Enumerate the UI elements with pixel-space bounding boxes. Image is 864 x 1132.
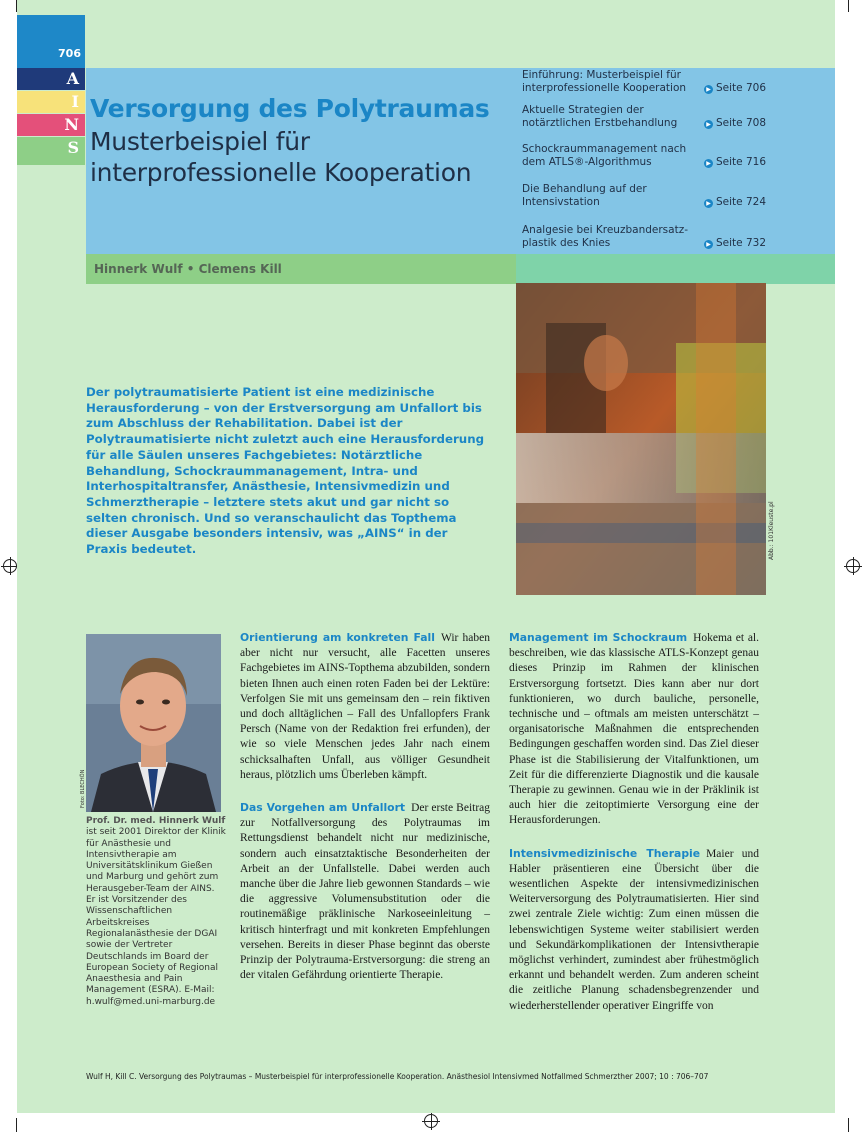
toc-item-title: Die Behandlung auf der Intensivstation [522, 183, 647, 208]
arrow-right-icon: ▶ [704, 85, 713, 94]
paragraph-text: Der erste Beitrag zur Notfallversorgung des Polytraumas im Rettungsdienst behandelt nicht nur medizinische, sondern auch einsatztaktische Besonderheiten der Arbeit an der Unfallstelle. Dabei werden auch manche über die Jahre lieb gewonnen Standards – wie die aggressive Volumensubstitution oder die routinemäßige präklinische Narkoseeinleitung – kritisch hinterfragt und mit konkreten Empfehlungen versehen. Bereits in dieser Phase beginnt das oberste Prinzip der Polytrauma-Erstversorgung: die streng an der vitalen Gefährdung orientierte Therapie. [240, 802, 491, 982]
registration-mark-icon [424, 1114, 438, 1128]
author-bar-right [516, 254, 835, 284]
authors: Hinnerk Wulf • Clemens Kill [94, 262, 282, 276]
toc-item[interactable] [522, 143, 766, 169]
crop-mark [848, 0, 849, 12]
arrow-right-icon: ▶ [704, 240, 713, 249]
arrow-right-icon: ▶ [704, 159, 713, 168]
toc-item-page: Seite 732 [716, 237, 766, 249]
toc-item-page: Seite 708 [716, 117, 766, 129]
toc-item[interactable] [522, 104, 766, 130]
toc-item-page: Seite 706 [716, 82, 766, 94]
toc-item[interactable] [522, 69, 766, 95]
toc-item[interactable] [522, 224, 766, 250]
toc-item-title: Aktuelle Strategien der notärztlichen Erstbehandlung [522, 104, 678, 129]
section-heading: Management im Schockraum [509, 631, 688, 644]
section-letter-n: N [17, 114, 85, 136]
toc-item-title: Einführung: Musterbeispiel für interprofessionelle Kooperation [522, 69, 687, 94]
body-column-right [509, 630, 759, 1031]
registration-mark-icon [846, 559, 860, 573]
toc-item-title: Schockraummanagement nach dem ATLS®-Algorithmus [522, 143, 687, 168]
citation-footer: Wulf H, Kill C. Versorgung des Polytraumas – Musterbeispiel für interprofessionelle Kooperation. Anästhesiol Intensivmed Notfallmed Schmerzther 2007; 10 : 706–707 [86, 1072, 709, 1081]
author-bio [86, 816, 226, 1008]
toc-item-title: Analgesie bei Kreuzbandersatz-plastik des Knies [522, 224, 688, 249]
bio-name: Prof. Dr. med. Hinnerk Wulf [86, 816, 226, 826]
article-subtitle: Musterbeispiel für interprofessionelle Kooperation [90, 127, 472, 187]
body-column-left [240, 630, 490, 1000]
article-title: Versorgung des Polytraumas [90, 94, 490, 123]
paragraph [509, 630, 759, 829]
page-tab [17, 15, 85, 68]
section-heading: Orientierung am konkreten Fall [240, 631, 435, 644]
registration-mark-icon [3, 559, 17, 573]
portrait-credit: Foto: BLECHÖN [80, 769, 86, 808]
paragraph-text: Maier und Habler präsentieren eine Übersicht über die wesentlichen Aspekte der intensivmedizinischen Weiterversorgung des Polytraumatisierten. Hier sind zwei zentrale Ziele wichtig: Zum einen müssen die lebenswichtigen Systeme weiter stabilisiert werden und Sekundärkomplikationen der Intensivtherapie möglichst verhindert, zumindest aber frühestmöglich erkannt und behandelt werden. Zum anderen scheint die zeitliche Planung schadensbegrenzender und wiederherstellender operativer Eingriffe von [509, 847, 759, 1012]
lead-text: Der polytraumatisierte Patient ist eine medizinische Herausforderung – von der Erstversorgung am Unfallort bis zum Abschluss der Rehabilitation. Dabei ist der Polytraumatisierte nicht zuletzt auch eine Herausforderung für alle Säulen unseres Fachgebietes: Notärztliche Behandlung, Schockraummanagement, Intra- und Interhospitaltransfer, Anästhesie, Intensivmedizin und Schmerztherapie – letztere stets akut und gar nicht so selten chronisch. Und so veranschaulicht das Topthema dieser Ausgabe besonders intensiv, was „AINS“ in der Praxis bedeutet. [86, 385, 485, 557]
paragraph-text: Hokema et al. beschreiben, wie das klassische ATLS-Konzept genau dieses Prinzip im Rahmen der klinischen Erstversorgung fortsetzt. Dies kann aber nur dort funktionieren, wo durch bauliche, personelle, technische und – oftmals am meisten unterschätzt – organisatorische Maßnahmen die entsprechenden Bedingungen geschaffen worden sind. Das Ziel dieser Phase ist die Stabilisierung der Vitalfunktionen, um Zeit für die differenzierte Diagnostik und die kausale Therapie zu gewinnen. Genau wie in der Präklinik ist auch hier die zeitoptimierte Versorgung eine der Herausforderungen. [509, 632, 759, 827]
paragraph [240, 630, 490, 783]
paragraph-text: Wir haben aber nicht nur versucht, alle Facetten unseres Fachgebietes im AINS-Topthema abzubilden, sondern bieten Ihnen auch einen roten Faden bei der Lektüre: Verfolgen Sie mit uns gemeinsam den – rein fiktiven und doch alltäglichen – Fall des Unfallopfers Frank Persch (Name von der Redaktion frei erfunden), der wie so viele Menschen jedes Jahr nach einem schicksalhaften Unfall, aus völliger Gesundheit heraus, plötzlich ums Überleben kämpft. [240, 632, 490, 781]
crop-mark [16, 1118, 17, 1132]
page-number: 706 [58, 47, 81, 60]
paragraph [240, 800, 490, 983]
hero-credit: Abb.: 101Kleuste.pl [768, 501, 775, 560]
arrow-right-icon: ▶ [704, 120, 713, 129]
arrow-right-icon: ▶ [704, 199, 713, 208]
hero-photo [516, 283, 766, 595]
toc-item-page: Seite 716 [716, 156, 766, 168]
crop-mark [848, 1118, 849, 1132]
section-heading: Das Vorgehen am Unfallort [240, 801, 406, 815]
toc-item-page: Seite 724 [716, 196, 766, 208]
section-heading: Intensivmedizinische Therapie [509, 846, 701, 860]
toc-item[interactable] [522, 183, 766, 209]
section-letter-i: I [17, 91, 85, 113]
paragraph [509, 846, 759, 1014]
bio-text: ist seit 2001 Direktor der Klinik für Anästhesie und Intensivtherapie am Universitätsklinikum Gießen und Marburg und gehört zum Herausgeber-Team der AINS. Er ist Vorsitzender des Wissenschaftlichen Arbeitskreises Regionalanästhesie der DGAI sowie der Vertreter Deutschlands im Board der European Society of Regional Anaesthesia and Pain Management (ESRA). E-Mail: h.wulf@med.uni-marburg.de [86, 827, 226, 1007]
section-letter-s: S [17, 137, 85, 165]
section-letter-a: A [17, 68, 85, 90]
author-portrait [86, 634, 221, 812]
toc [516, 68, 766, 254]
